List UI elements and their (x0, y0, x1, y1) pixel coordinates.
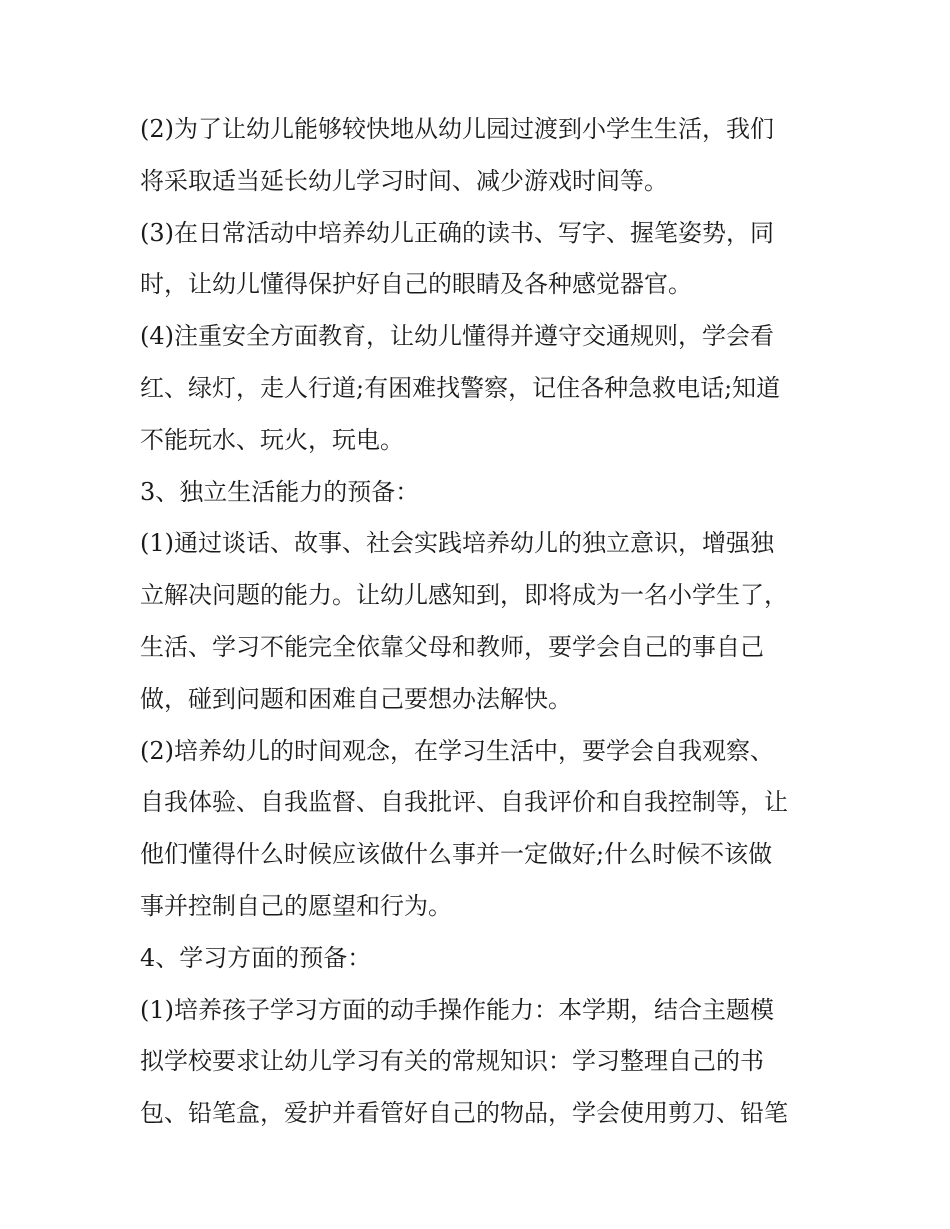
section-heading: 3、独立生活能力的预备： (140, 477, 420, 506)
text-line: 立解决问题的能力。让幼儿感知到，即将成为一名小学生了， (140, 581, 788, 610)
text-line: 将采取适当延长幼儿学习时间、减少游戏时间等。 (140, 166, 668, 195)
text-line: (3)在日常活动中培养幼儿正确的读书、写字、握笔姿势，同 (140, 218, 774, 247)
section-heading: 4、学习方面的预备： (140, 943, 372, 972)
text-line: (1)通过谈话、故事、社会实践培养幼儿的独立意识，增强独 (140, 529, 774, 558)
text-line: (2)培养幼儿的时间观念，在学习生活中，要学会自我观察、 (140, 736, 774, 765)
text-line: 他们懂得什么时候应该做什么事并一定做好;什么时候不该做 (140, 840, 773, 869)
text-line: 红、绿灯，走人行道;有困难找警察，记住各种急救电话;知道 (140, 373, 781, 402)
text-line: (1)培养孩子学习方面的动手操作能力：本学期，结合主题模 (140, 995, 774, 1024)
text-line: 包、铅笔盒，爱护并看管好自己的物品，学会使用剪刀、铅笔 (140, 1099, 788, 1128)
text-line: 拟学校要求让幼儿学习有关的常规知识：学习整理自己的书 (140, 1047, 764, 1076)
text-line: 事并控制自己的愿望和行为。 (140, 891, 452, 920)
text-line: 自我体验、自我监督、自我批评、自我评价和自我控制等，让 (140, 788, 788, 817)
text-line: (2)为了让幼儿能够较快地从幼儿园过渡到小学生生活，我们 (140, 115, 774, 143)
text-line: 不能玩水、玩火，玩电。 (140, 425, 404, 454)
text-line: 做，碰到问题和困难自己要想办法解快。 (140, 684, 572, 713)
body-text (140, 104, 830, 1140)
text-line: 时，让幼儿懂得保护好自己的眼睛及各种感觉器官。 (140, 270, 692, 299)
text-line: 生活、学习不能完全依靠父母和教师，要学会自己的事自己 (140, 632, 764, 661)
text-line: (4)注重安全方面教育，让幼儿懂得并遵守交通规则，学会看 (140, 322, 774, 351)
